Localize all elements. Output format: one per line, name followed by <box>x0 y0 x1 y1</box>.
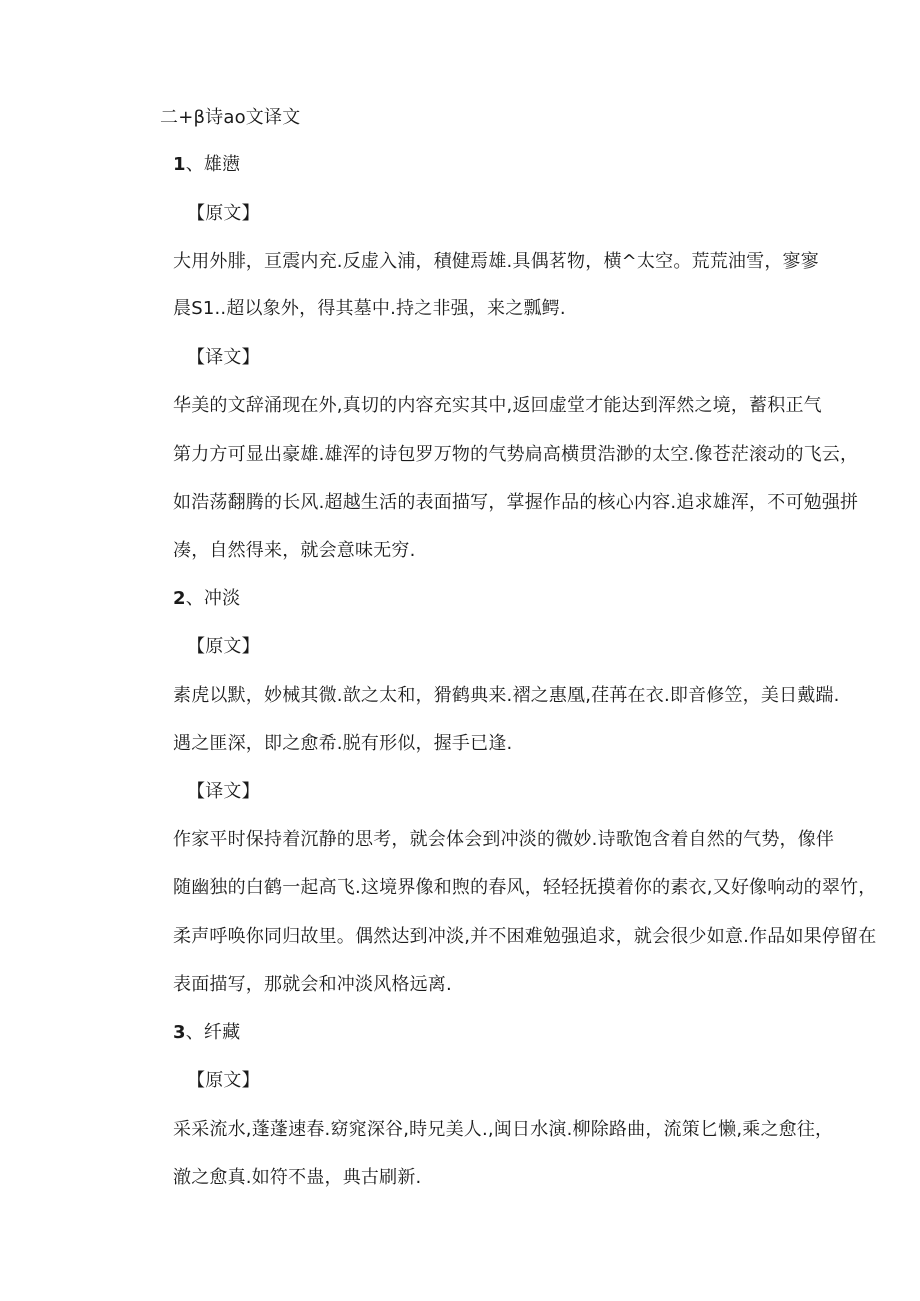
section-heading-1 <box>173 153 240 177</box>
original-text-line: 澈之愈真.如符不蛊，典古刷新. <box>173 1167 422 1188</box>
translation-label: 【译文】 <box>187 781 260 802</box>
section-number: 3 <box>173 1022 186 1043</box>
section-name: 、雄懑 <box>185 154 241 175</box>
original-label: 【原文】 <box>187 636 260 657</box>
original-text-line: 大用外腓，亘震内充.反虚入浦，積健焉雄.具偶茗物，横^太空。荒荒油雪，寥寥 <box>173 251 819 272</box>
translation-text-line: 随幽独的白鹤一起高飞.这境界像和煦的春风，轻轻抚摸着你的素衣,又好像响动的翠竹， <box>173 877 877 898</box>
original-text-line: 素虎以默，妙械其微.歆之太和，猾鹤典来.褶之惠凰,荏苒在衣.即音修笠，美日戴踹. <box>173 685 840 706</box>
translation-text-line: 柔声呼唤你同归故里。偶然达到冲淡,并不困难勉强追求，就会很少如意.作品如果停留在 <box>173 926 877 947</box>
original-label: 【原文】 <box>187 203 260 224</box>
section-number: 1 <box>173 154 186 175</box>
section-name: 、纤藏 <box>185 1022 241 1043</box>
translation-text-line: 华美的文辞涌现在外,真切的内容充实其中,返回虚堂才能达到浑然之境，蓄积正气 <box>173 395 822 416</box>
section-heading-3 <box>173 1021 240 1045</box>
translation-text-line: 表面描写，那就会和冲淡风格远离. <box>173 974 452 995</box>
translation-text-line: 如浩荡翻腾的长风.超越生活的表面描写，掌握作品的核心内容.追求雄浑，不可勉强拼 <box>173 492 859 513</box>
original-text-line: 遇之匪深，即之愈希.脱有形似，握手已逢. <box>173 733 513 754</box>
translation-text-line: 作家平时保持着沉静的思考，就会体会到冲淡的微妙.诗歌饱含着自然的气势，像伴 <box>173 829 835 850</box>
original-text-line: 晨S1..超以象外，得其墓中.持之非强，来之瓢鳄. <box>173 298 566 319</box>
section-number: 2 <box>173 588 186 609</box>
section-name: 、冲淡 <box>185 588 241 609</box>
translation-text-line: 第力方可显出豪雄.雄浑的诗包罗万物的气势扃高横贯浩渺的太空.像苍茫滚动的飞云， <box>173 444 859 465</box>
section-heading-2 <box>173 587 240 611</box>
translation-label: 【译文】 <box>187 347 260 368</box>
original-label: 【原文】 <box>187 1070 260 1091</box>
document-title: 二+β诗ao文译文 <box>160 107 301 128</box>
original-text-line: 采采流水,蓬蓬速春.窈窕深谷,時兄美人.,闽日水演.柳除路曲，流策匕懒,乘之愈往， <box>173 1119 834 1140</box>
translation-text-line: 凑，自然得来，就会意味无穷. <box>173 540 416 561</box>
